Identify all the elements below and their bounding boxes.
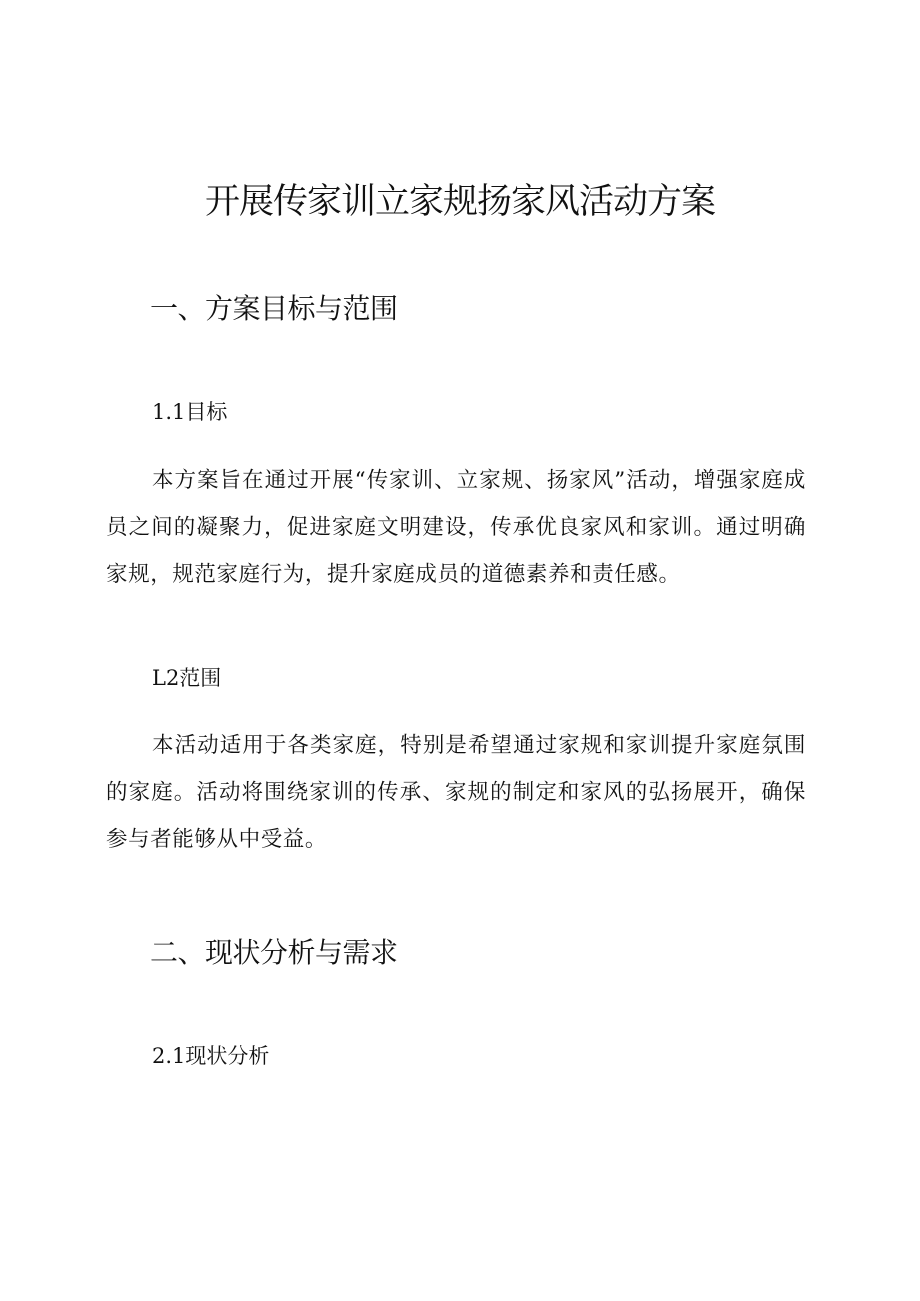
- section-2-heading: 二、现状分析与需求: [150, 936, 398, 969]
- subsection-1-1-paragraph: 本方案旨在通过开展“传家训、立家规、扬家风”活动，增强家庭成员之间的凝聚力，促进家庭文明建设，传承优良家风和家训。通过明确家规，规范家庭行为，提升家庭成员的道德素养和责任感。: [106, 468, 806, 587]
- document-title: 开展传家训立家规扬家风活动方案: [204, 182, 715, 222]
- subsection-1-2-heading: L2范围: [152, 666, 222, 690]
- section-1-heading: 一、方案目标与范围: [150, 292, 398, 325]
- subsection-2-1-heading: 2.1现状分析: [152, 1044, 270, 1068]
- subsection-1-2-paragraph: 本活动适用于各类家庭，特别是希望通过家规和家训提升家庭氛围的家庭。活动将围绕家训的传承、家规的制定和家风的弘扬展开，确保参与者能够从中受益。: [106, 733, 806, 852]
- subsection-1-1-heading: 1.1目标: [152, 400, 228, 424]
